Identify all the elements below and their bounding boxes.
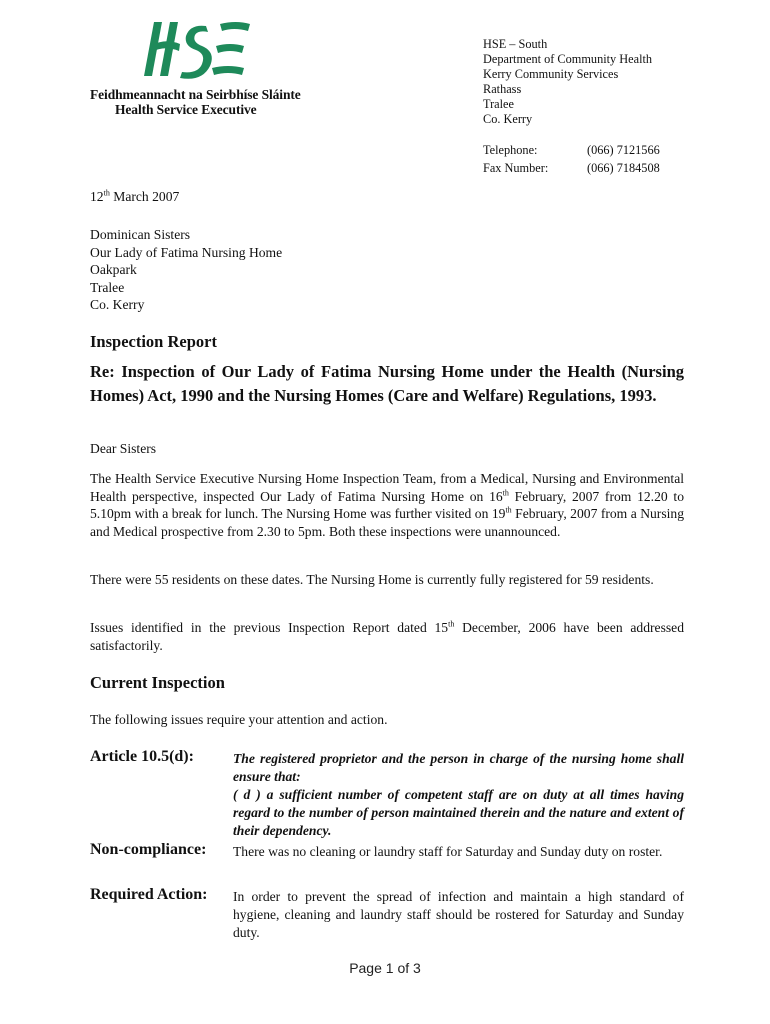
article-label: Article 10.5(d): <box>90 748 194 765</box>
date-day: 12 <box>90 189 104 204</box>
fax-row <box>483 159 660 177</box>
contact-details <box>483 141 660 177</box>
telephone-label: Telephone: <box>483 143 538 157</box>
recipient-line: Tralee <box>90 279 125 295</box>
non-compliance-text: There was no cleaning or laundry staff for Saturday and Sunday duty on roster. <box>233 844 663 859</box>
issues-intro: The following issues require your attention and action. <box>90 712 388 727</box>
recipient-line: Oakpark <box>90 262 137 278</box>
recipient-line: Our Lady of Fatima Nursing Home <box>90 244 283 260</box>
current-inspection-heading: Current Inspection <box>90 673 225 692</box>
address-line: Tralee <box>483 97 514 111</box>
address-line: Co. Kerry <box>483 112 533 126</box>
hse-logo <box>88 18 301 118</box>
fax-label: Fax Number: <box>483 161 549 175</box>
logo-english-name: Health Service Executive <box>115 102 257 117</box>
sender-address <box>483 37 652 127</box>
recipient-address <box>90 226 684 314</box>
letter-date <box>90 188 684 206</box>
fax-number: (066) 7184508 <box>587 161 660 175</box>
recipient-line: Co. Kerry <box>90 297 145 313</box>
address-line: Kerry Community Services <box>483 67 619 81</box>
address-line: Department of Community Health <box>483 52 653 66</box>
paragraph-inspection: The Health Service Executive Nursing Home Inspection Team, from a Medical, Nursing and Environmental Health perspective, inspected Our Lady of Fatima Nursing Home on 16th February, 2007 from 12.20 to 5.10pm with a break for lunch. The Nursing Home was further visited on 19th February, 2007 from a Nursing and Medical prospective from 2.30 to 5pm. Both these inspections were unannounced. <box>90 471 684 539</box>
non-compliance-label: Non-compliance: <box>90 841 207 858</box>
salutation: Dear Sisters <box>90 441 157 456</box>
telephone-row <box>483 141 660 159</box>
date-suffix: th <box>103 188 110 198</box>
paragraph-residents: There were 55 residents on these dates. The Nursing Home is currently fully registered for 59 residents. <box>90 572 654 587</box>
address-line: HSE – South <box>483 37 548 51</box>
telephone-number: (066) 7121566 <box>587 143 660 157</box>
article-text-line2: ( d ) a sufficient number of competent staff are on duty at all times having regard to the number of person maintained therein and the nature and extent of their dependency. <box>233 787 684 838</box>
subject-line: Re: Inspection of Our Lady of Fatima Nursing Home under the Health (Nursing Homes) Act, 1990 and the Nursing Homes (Care and Welfare) Regulations, 1993. <box>90 362 684 405</box>
page-number: Page 1 of 3 <box>349 960 421 976</box>
required-action-text: In order to prevent the spread of infection and maintain a high standard of hygiene, cleaning and laundry staff should be rostered for Saturday and Sunday duty. <box>233 889 684 940</box>
address-line: Rathass <box>483 82 522 96</box>
report-heading: Inspection Report <box>90 332 217 351</box>
article-text <box>233 750 684 840</box>
article-text-line1: The registered proprietor and the person in charge of the nursing home shall ensure that: <box>233 751 684 784</box>
paragraph-previous-issues: Issues identified in the previous Inspection Report dated 15th December, 2006 have been addressed satisfactorily. <box>90 619 684 653</box>
required-action-label: Required Action: <box>90 886 208 903</box>
logo-irish-name: Feidhmeannacht na Seirbhíse Sláinte <box>90 87 301 102</box>
hse-logo-icon <box>140 18 252 80</box>
recipient-line: Dominican Sisters <box>90 227 191 242</box>
date-rest: March 2007 <box>109 189 180 204</box>
